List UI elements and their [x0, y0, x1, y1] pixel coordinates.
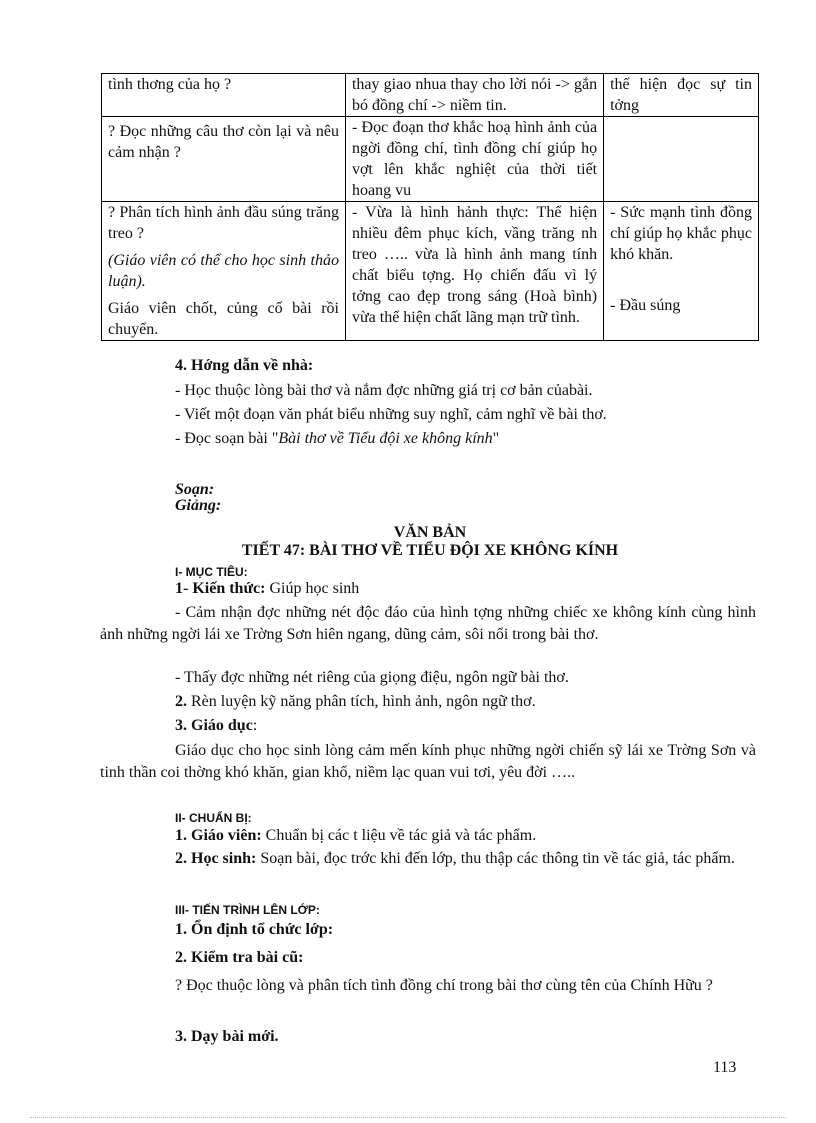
lesson-table [101, 73, 759, 341]
table-cell [102, 117, 346, 202]
education-heading: 3. Giáo dục: [175, 717, 258, 734]
knowledge-line: 1- Kiến thức: Giúp học sinh [175, 580, 360, 597]
cell-text: thể hiện đọc sự tin tởng [610, 76, 752, 114]
table-cell [604, 117, 759, 202]
subsection-heading: 3. Dạy bài mới. [175, 1028, 279, 1045]
table-row [102, 117, 759, 202]
subsection-heading: 1. Ổn định tổ chức lớp: [175, 921, 334, 938]
student-line: 2. Học sinh: Soạn bài, đọc trớc khi đến lớp, thu thập các thông tin về tác giả, tác phẩm. [175, 850, 735, 867]
giang-label: Giảng: [175, 497, 222, 514]
page-number: 113 [713, 1059, 737, 1076]
table-cell [604, 74, 759, 117]
table-cell [345, 74, 603, 117]
cell-text: (Giáo viên có thể cho học sinh thảo luận). [108, 252, 339, 290]
section-heading: III- TIẾN TRÌNH LÊN LỚP: [175, 903, 320, 917]
soan-label: Soạn: [175, 481, 215, 498]
cell-text: - Vừa là hình hảnh thực: Thể hiện nhiều đêm phục kích, vầng trăng nh treo ….. vừa là hình ảnh mang tính chất biểu tợng. Họ chiến đấu vì lý tởng cao đẹp trong sáng (Hoà bình) vừa thể hiện chất lãng mạn trữ tình. [351, 204, 598, 326]
homework-item: - Đọc soạn bài "Bài thơ về Tiểu đội xe không kính" [175, 430, 500, 447]
teacher-line: 1. Giáo viên: Chuẩn bị các t liệu về tác giả và tác phẩm. [175, 827, 537, 844]
cell-text: - Sức mạnh tình đồng chí giúp họ khắc phục khó khăn. [610, 204, 752, 263]
doc-type-title: VĂN BẢN [393, 524, 467, 541]
section-heading: I- MỤC TIÊU: [175, 565, 248, 579]
paragraph: - Thấy đợc những nét riêng của giọng điệu, ngôn ngữ bài thơ. [175, 669, 569, 686]
cell-text: - Đầu súng [610, 297, 681, 314]
paragraph: - Cảm nhận đợc những nét độc đáo của hình tợng những chiếc xe không kính cùng hình ảnh những ngời lái xe Trờng Sơn hiên ngang, dũng cảm, sôi nổi trong bài thơ. [100, 604, 756, 643]
homework-heading: 4. Hớng dẫn về nhà: [175, 357, 314, 374]
table-cell [345, 117, 603, 202]
cell-text: ? Phân tích hình ảnh đầu súng trăng treo ? [108, 204, 339, 242]
lesson-title: TIẾT 47: BÀI THƠ VỀ TIỂU ĐỘI XE KHÔNG KÍNH [241, 542, 619, 559]
cell-text: Giáo viên chốt, củng cố bài rồi chuyển. [108, 300, 339, 338]
subsection-heading: 2. Kiểm tra bài cũ: [175, 949, 304, 966]
paragraph: Giáo dục cho học sinh lòng cảm mến kính phục những ngời chiến sỹ lái xe Trờng Sơn và tinh thần coi thờng khó khăn, gian khổ, niềm lạc quan vui tơi, yêu đời ….. [100, 742, 756, 781]
question: ? Đọc thuộc lòng và phân tích tình đồng chí trong bài thơ cùng tên của Chính Hữu ? [175, 977, 713, 994]
table-cell [604, 202, 759, 341]
cell-text: ? Đọc những câu thơ còn lại và nêu cảm nhận ? [108, 123, 339, 161]
homework-item: - Viết một đoạn văn phát biểu những suy nghĩ, cảm nghĩ về bài thơ. [175, 406, 607, 423]
skills-line: 2. Rèn luyện kỹ năng phân tích, hình ảnh, ngôn ngữ thơ. [175, 693, 536, 710]
page-bottom-divider [30, 1117, 786, 1118]
table-row [102, 74, 759, 117]
homework-item: - Học thuộc lòng bài thơ và nắm đợc những giá trị cơ bản củabài. [175, 382, 593, 399]
table-cell [102, 202, 346, 341]
cell-text: - Đọc đoạn thơ khắc hoạ hình ảnh của ngời đồng chí, tình đồng chí giúp họ vợt lên khắc nghiệt của thời tiết hoang vu [351, 119, 598, 199]
table-row [102, 202, 759, 341]
cell-text: thay giao nhua thay cho lời nói -> gắn bó đồng chí -> niềm tin. [351, 76, 598, 114]
table-cell [345, 202, 603, 341]
table-cell [102, 74, 346, 117]
section-heading: II- CHUẨN BỊ: [175, 811, 252, 825]
cell-text: tình thơng của họ ? [108, 76, 232, 93]
